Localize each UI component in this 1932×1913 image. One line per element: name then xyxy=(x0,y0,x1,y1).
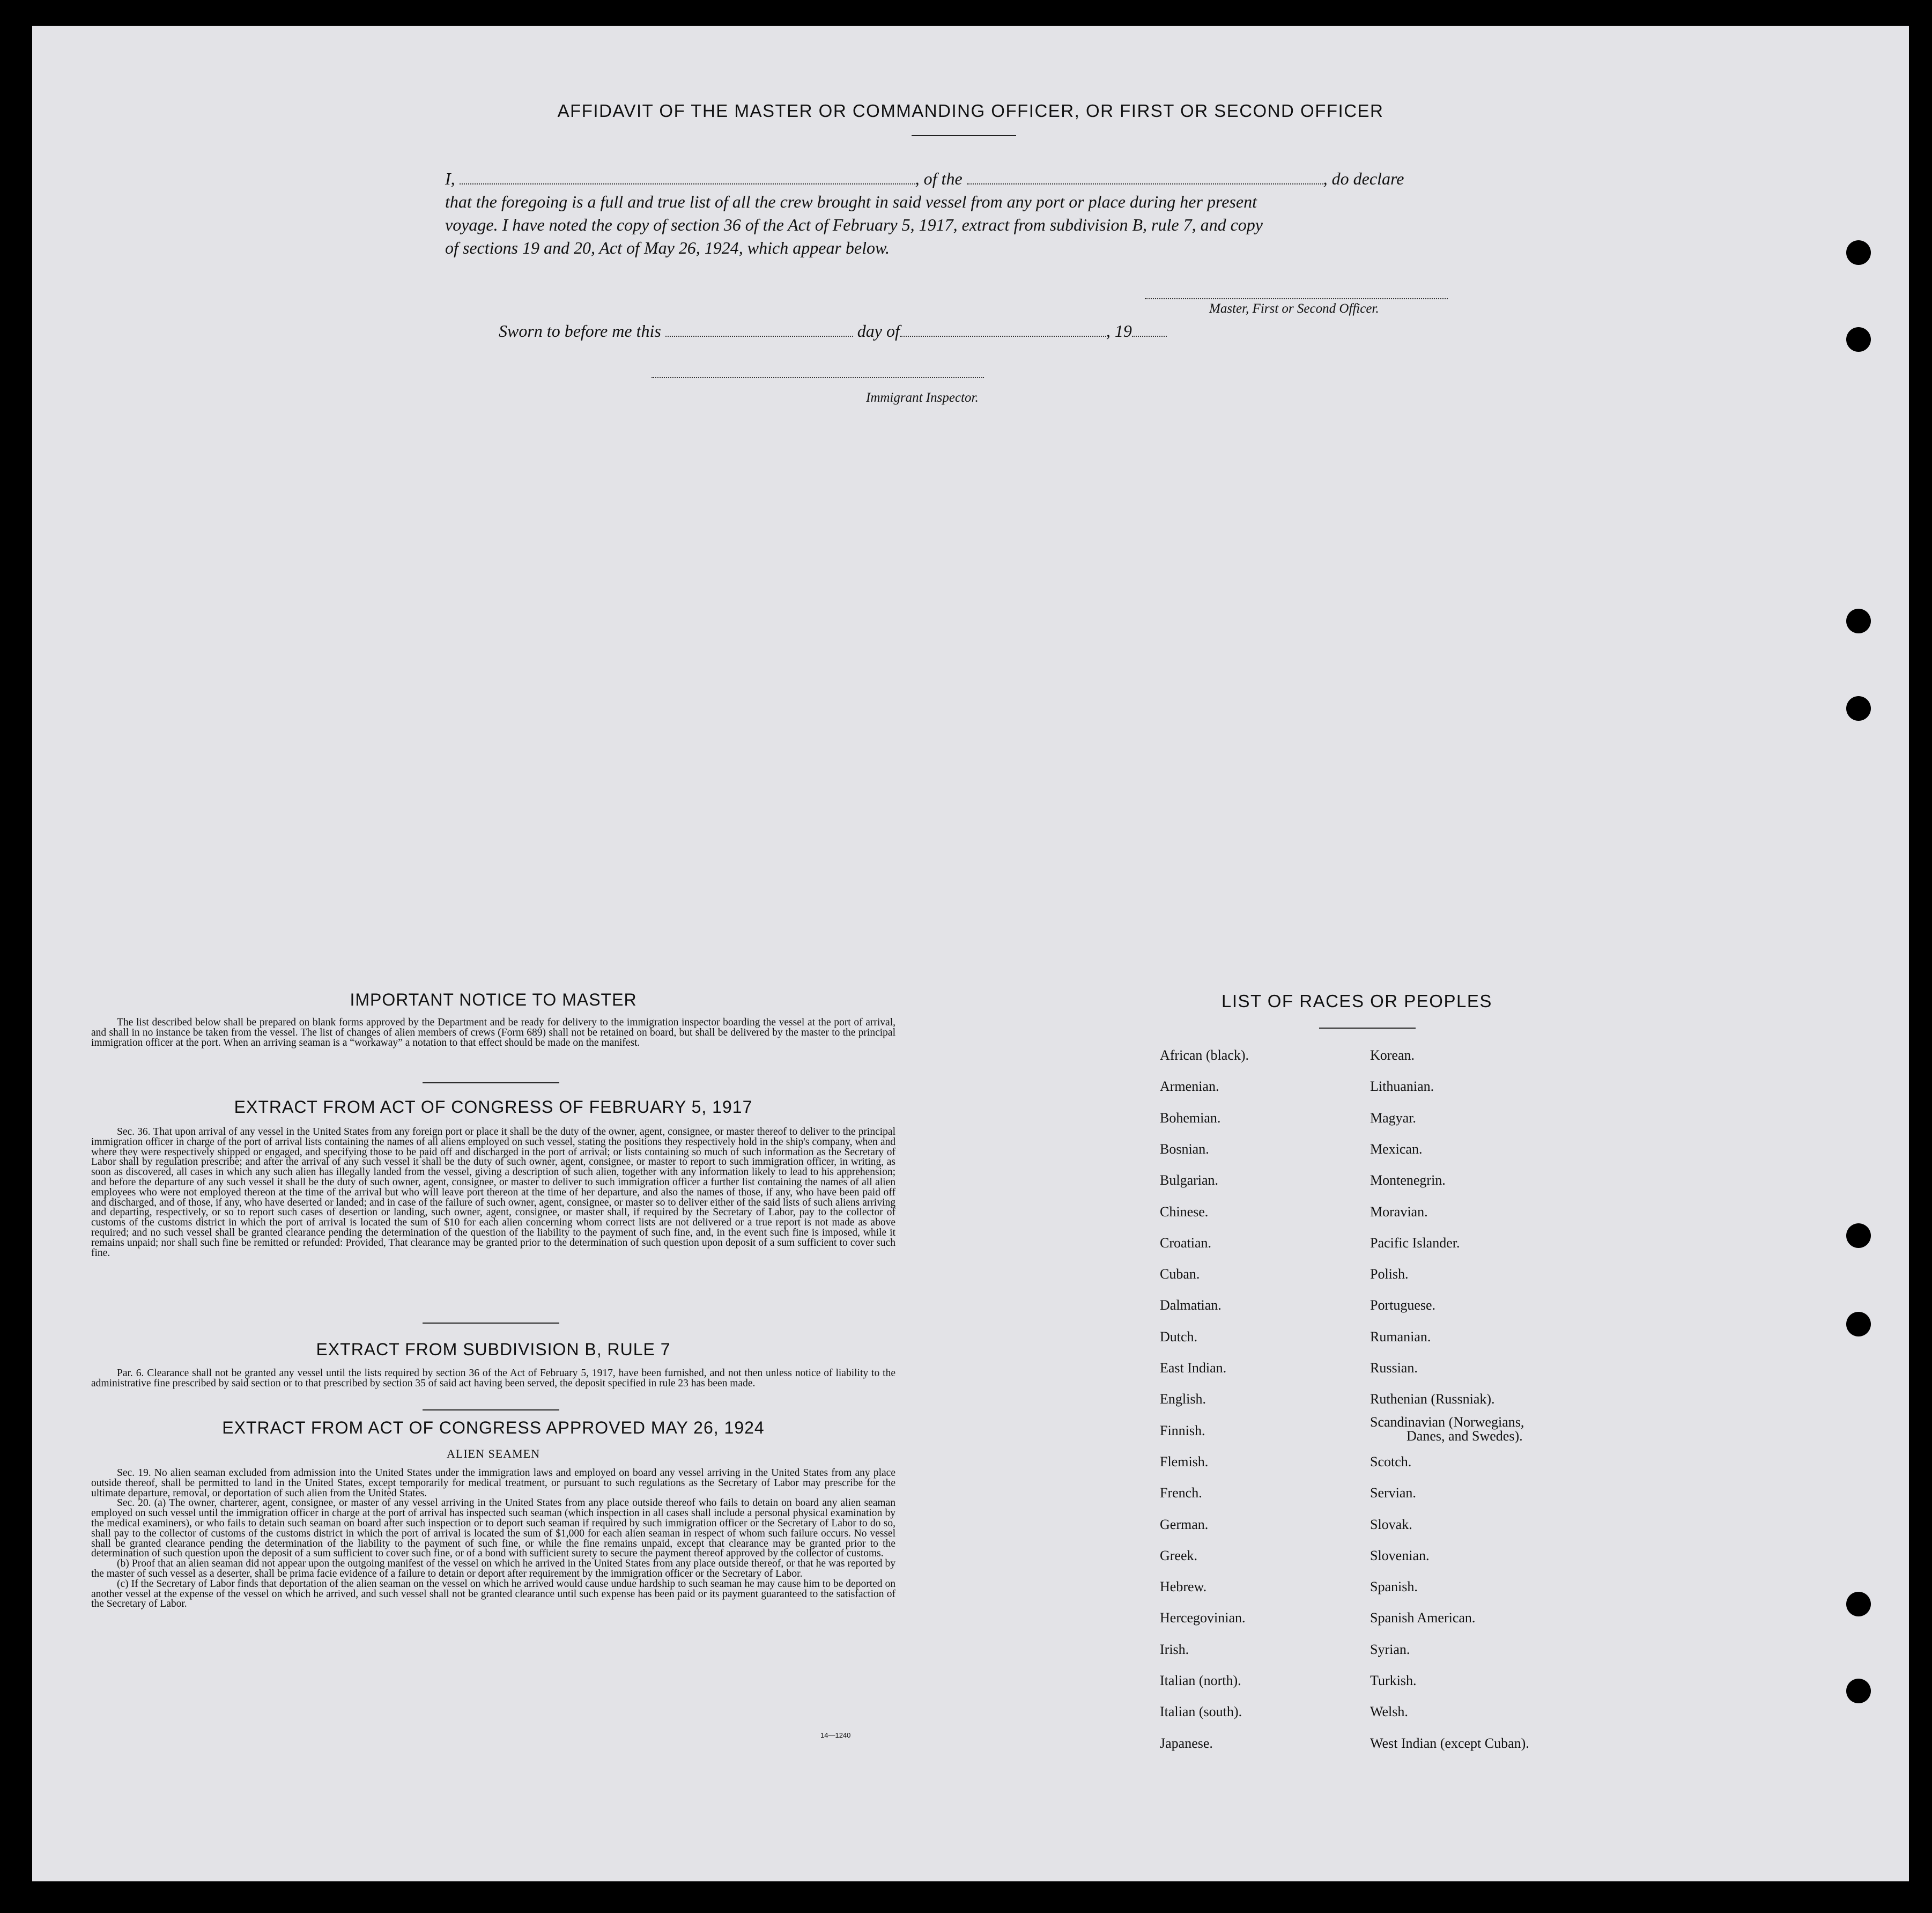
affidavit-title: AFFIDAVIT OF THE MASTER OR COMMANDING OFFICER, OR FIRST OR SECOND OFFICER xyxy=(557,101,1384,121)
section-divider xyxy=(423,1323,559,1324)
race-item: Italian (south). xyxy=(1160,1704,1242,1720)
sworn-label: Sworn to before me this xyxy=(499,321,661,341)
sworn-day-blank[interactable] xyxy=(665,335,853,337)
affidavit-line-3: voyage. I have noted the copy of section 36 of the Act of February 5, 1917, extract from subdivision B, rule 7, and copy xyxy=(445,215,1263,234)
race-item: Hercegovinian. xyxy=(1160,1610,1246,1626)
race-item: Bohemian. xyxy=(1160,1110,1221,1126)
race-item: Russian. xyxy=(1370,1360,1418,1376)
master-signature-line[interactable] xyxy=(1145,298,1448,299)
notice-title: IMPORTANT NOTICE TO MASTER xyxy=(350,990,637,1009)
race-item: Bosnian. xyxy=(1160,1141,1209,1157)
race-item: Polish. xyxy=(1370,1266,1409,1282)
vessel-name-blank[interactable] xyxy=(967,183,1323,184)
sec-20c-paragraph: (c) If the Secretary of Labor finds that deportation of the alien seaman on the vessel on which he arrived would cause undue hardship to such seaman he may cause him to be deported on another vessel at the expense of the vessel on which he arrived, and such vessel shall not be granted clearance until such expense has been paid or its payment guaranteed to the satisfaction of the Secretary of Labor. xyxy=(91,1578,895,1610)
race-item: Dutch. xyxy=(1160,1328,1198,1345)
sec-20b-paragraph: (b) Proof that an alien seaman did not appear upon the outgoing manifest of the vessel on which he arrived in the United States from any place outside thereof, or that he was reported by the master of such vessel as a deserter, shall be prima facie evidence of a failure to detain or deport after requirement by the immigration officer or the Secretary of Labor. xyxy=(91,1558,895,1579)
document-page xyxy=(32,26,1909,1881)
section-divider xyxy=(423,1082,559,1083)
declarant-label: I, xyxy=(445,169,455,188)
punch-hole xyxy=(1846,1312,1871,1336)
alien-seamen-subtitle: ALIEN SEAMEN xyxy=(447,1447,540,1460)
extract-rule7-title: EXTRACT FROM SUBDIVISION B, RULE 7 xyxy=(316,1340,671,1359)
punch-hole xyxy=(1846,1592,1871,1616)
declare-label: , do declare xyxy=(1323,169,1404,188)
race-item: French. xyxy=(1160,1485,1202,1501)
race-item: Slovak. xyxy=(1370,1516,1412,1532)
race-item: Irish. xyxy=(1160,1641,1189,1657)
race-item: Servian. xyxy=(1370,1485,1416,1501)
race-item: Syrian. xyxy=(1370,1641,1410,1657)
race-item: Spanish. xyxy=(1370,1579,1418,1595)
race-item: Hebrew. xyxy=(1160,1579,1207,1595)
declarant-name-blank[interactable] xyxy=(460,183,915,184)
race-item-text: Scandinavian (Norwegians, xyxy=(1370,1414,1524,1430)
title-rule xyxy=(912,135,1016,136)
notice-paragraph: The list described below shall be prepared on blank forms approved by the Department and be ready for delivery to the immigration inspector boarding the vessel at the port of arrival, and shall in no instance be taken from the vessel. The list of changes of alien members of crews (Form 689) shall not be retained on board, but shall be delivered by the master to the principal immigration officer at the port. When an arriving seaman is a “workaway” a notation to that effect should be made on the manifest. xyxy=(91,1017,895,1048)
race-item: Turkish. xyxy=(1370,1673,1417,1688)
races-title-rule xyxy=(1319,1028,1416,1029)
punch-hole xyxy=(1846,327,1871,352)
section-divider xyxy=(423,1409,559,1410)
race-item: Dalmatian. xyxy=(1160,1297,1222,1313)
extract-rule7-text xyxy=(91,1369,895,1389)
race-item: Montenegrin. xyxy=(1370,1172,1446,1188)
race-item: Croatian. xyxy=(1160,1235,1212,1251)
affidavit-line-2: that the foregoing is a full and true list of all the crew brought in said vessel from any port or place during her present xyxy=(445,192,1257,211)
year-label: , 19 xyxy=(1106,321,1132,341)
race-item-continuation: Danes, and Swedes). xyxy=(1407,1428,1523,1444)
race-item: Flemish. xyxy=(1160,1453,1209,1469)
race-item: Greek. xyxy=(1160,1547,1198,1563)
race-item: West Indian (except Cuban). xyxy=(1370,1735,1529,1751)
race-item: Mexican. xyxy=(1370,1141,1423,1157)
race-item xyxy=(1370,1415,1595,1443)
inspector-label: Immigrant Inspector. xyxy=(866,390,979,405)
race-item: Italian (north). xyxy=(1160,1673,1241,1688)
race-item: Portuguese. xyxy=(1370,1297,1436,1313)
sworn-line xyxy=(499,320,1303,343)
day-of-label: day of xyxy=(857,321,900,341)
race-item: Korean. xyxy=(1370,1047,1415,1063)
race-item: Armenian. xyxy=(1160,1079,1219,1095)
race-item: Japanese. xyxy=(1160,1735,1213,1751)
race-item: Scotch. xyxy=(1370,1453,1412,1469)
sec-20a-paragraph: Sec. 20. (a) The owner, charterer, agent, consignee, or master of any vessel arriving in the United States from any place outside thereof who fails to detain on board any alien seaman employed on such vessel until the immigration officer in charge at the port of arrival has inspected such seaman (which inspection in all cases shall include a personal physical examination by the medical examiners), or who fails to detain such seaman on board after such inspection or to deport such seaman if required by such immigration officer or the Secretary of Labor to do so, shall pay to the collector of customs of the customs district in which the port of arrival is located the sum of $1,000 for each alien seaman in respect of whom such failure occurs. No vessel shall be granted clearance pending the determination of the liability to the payment of such fine, or while the fine remains unpaid, except that clearance may be granted prior to the determination of such question upon the deposit of a sum sufficient to cover such fine, or of a bond with sufficient surety to secure the payment thereof approved by the collector of customs. xyxy=(91,1497,895,1560)
race-item: East Indian. xyxy=(1160,1360,1227,1376)
punch-hole xyxy=(1846,1679,1871,1703)
extract-1917-text xyxy=(91,1127,895,1258)
race-item: Spanish American. xyxy=(1370,1610,1476,1626)
punch-hole xyxy=(1846,609,1871,633)
race-item: Rumanian. xyxy=(1370,1328,1431,1345)
par-6-paragraph: Par. 6. Clearance shall not be granted any vessel until the lists required by section 36 of the Act of February 5, 1917, have been furnished, and not then unless notice of liability to the administrative fine prescribed by said section or to that prescribed by section 35 of said act having been served, the deposit specified in rule 23 has been made. xyxy=(91,1368,895,1389)
affidavit-line-1 xyxy=(445,167,1515,190)
punch-hole xyxy=(1846,240,1871,265)
races-title: LIST OF RACES OR PEOPLES xyxy=(1222,991,1492,1011)
race-item: Pacific Islander. xyxy=(1370,1235,1460,1251)
punch-hole xyxy=(1846,1223,1871,1248)
race-item: Magyar. xyxy=(1370,1110,1416,1126)
race-item: Slovenian. xyxy=(1370,1547,1430,1563)
race-item: Lithuanian. xyxy=(1370,1079,1434,1095)
sworn-year-blank[interactable] xyxy=(1132,335,1167,337)
sec-36-paragraph: Sec. 36. That upon arrival of any vessel in the United States from any foreign port or place it shall be the duty of the owner, agent, consignee, or master thereof to deliver to the principal immigration officer in charge of the port of arrival lists containing the names of all aliens employed on such vessel, stating the positions they respectively hold in the ship's company, when and where they were respectively shipped or engaged, and specifying those to be paid off and discharged in the port of arrival; or lists containing so much of such information as the Secretary of Labor shall by regulation prescribe; and after the arrival of any such vessel it shall be the duty of such owner, agent, consignee, or master to report to such immigration officer, in writing, as soon as discovered, all cases in which any such alien has illegally landed from the vessel, giving a description of such alien, together with any information likely to lead to his apprehension; and before the departure of any such vessel it shall be the duty of such owner, agent, consignee, or master to deliver to such immigration officer a further list containing the names of all alien employees who were not employed thereon at the time of the arrival but who will leave port thereon at the time of her departure, and also the names of those, if any, who have been paid off and discharged, and of those, if any, who have deserted or landed; and in case of the failure of such owner, agent, consignee, or master so to deliver either of the said lists of such aliens arriving and departing, respectively, or so to report such cases of desertion or landing, such owner, agent, consignee, or master shall, if required by the Secretary of Labor, pay to the collector of customs of the customs district in which the port of arrival is located the sum of $10 for each alien concerning whom correct lists are not delivered or a true report is not made as above required; and no such vessel shall be granted clearance pending the determination of the question of the liability to the payment of such fine, and, in the event such fine is imposed, while it remains unpaid; nor shall such fine be remitted or refunded: Provided, That clearance may be granted prior to the determination of such question upon deposit of a sum sufficient to cover such fine. xyxy=(91,1126,895,1259)
race-item: Cuban. xyxy=(1160,1266,1200,1282)
vessel-label: , of the xyxy=(915,169,963,188)
sworn-month-blank[interactable] xyxy=(900,335,1106,337)
sec-19-paragraph: Sec. 19. No alien seaman excluded from admission into the United States under the immigration laws and employed on board any vessel arriving in the United States from any place outside thereof, shall be permitted to land in the United States, except temporarily for medical treatment, or pursuant to such regulations as the Secretary of Labor may prescribe for the ultimate departure, removal, or deportation of such alien from the United States. xyxy=(91,1467,895,1499)
inspector-signature-line[interactable] xyxy=(652,377,984,378)
race-item: Chinese. xyxy=(1160,1203,1209,1220)
race-item: Finnish. xyxy=(1160,1422,1205,1438)
race-item: English. xyxy=(1160,1391,1206,1407)
extract-1917-title: EXTRACT FROM ACT OF CONGRESS OF FEBRUARY 5, 1917 xyxy=(234,1097,753,1117)
race-item: Moravian. xyxy=(1370,1203,1428,1220)
race-item: African (black). xyxy=(1160,1047,1249,1063)
race-item: German. xyxy=(1160,1516,1209,1532)
extract-1924-title: EXTRACT FROM ACT OF CONGRESS APPROVED MAY 26, 1924 xyxy=(222,1418,765,1437)
punch-hole xyxy=(1846,696,1871,721)
affidavit-line-4: of sections 19 and 20, Act of May 26, 1924, which appear below. xyxy=(445,238,890,257)
extract-1924-text xyxy=(91,1468,895,1609)
form-number: 14—1240 xyxy=(820,1731,851,1739)
race-item: Bulgarian. xyxy=(1160,1172,1219,1188)
master-signature-label: Master, First or Second Officer. xyxy=(1209,301,1379,316)
notice-text xyxy=(91,1018,895,1048)
race-item: Ruthenian (Russniak). xyxy=(1370,1391,1495,1407)
race-item: Welsh. xyxy=(1370,1704,1408,1720)
